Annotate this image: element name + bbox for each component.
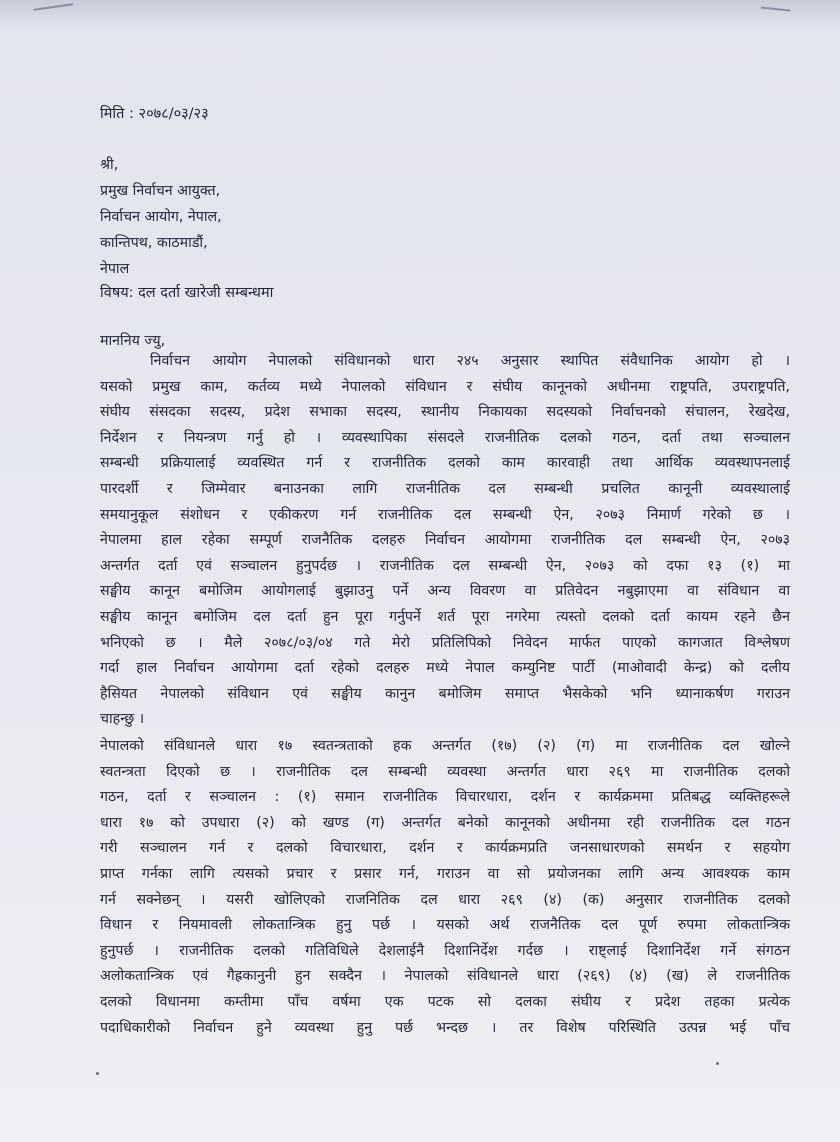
paragraph-line: विधान र नियमावली लोकतान्त्रिक हुनु पर्छ । यसको अर्थ राजनैतिक दल पूर्ण रुपमा लोकतान्त्रिक (100, 917, 790, 934)
body-paragraph-2 (100, 734, 790, 1041)
paragraph-line: गर्न सक्नेछन् । यसरी खोलिएको राजनितिक दल धारा २६९ (४) (क) अनुसार राजनीतिक दलको (100, 891, 790, 908)
paragraph-line: सङ्घीय कानून बमोजिम आयोगलाई बुझाउनु पर्ने अन्य विवरण वा प्रतिवेदन नबुझाएमा वा संविधान वा (100, 583, 790, 600)
paragraph-line: निर्देशन र नियन्त्रण गर्नु हो । व्यवस्थापिका संसदले राजनीतिक दलको गठन, दर्ता तथा सञ्चालन (100, 429, 790, 446)
paragraph-line: नेपालमा हाल रहेका सम्पूर्ण राजनैतिक दलहरु निर्वाचन आयोगमा राजनीतिक दल सम्बन्धी ऐन, २०७३ (100, 532, 790, 549)
paragraph-line: दलको विधानमा कम्तीमा पाँच वर्षमा एक पटक सो दलका संघीय र प्रदेश तहका प्रत्येक (100, 993, 790, 1010)
paragraph-line: अन्तर्गत दर्ता एवं सञ्चालन हुनुपर्दछ । राजनीतिक दल सम्बन्धी ऐन, २०७३ को दफा १३ (१) मा (100, 557, 790, 574)
paragraph-line: हैसियत नेपालको संविधान एवं सङ्घीय कानुन बमोजिम समाप्त भैसकेको भनि ध्यानाकर्षण गराउन (100, 685, 790, 702)
address-line: नेपाल (100, 261, 130, 277)
paragraph-line: गठन, दर्ता र सञ्चालन : (१) समान राजनीतिक विचारधारा, दर्शन र कार्यक्रममा प्रतिबद्ध व्यक्तिहरूले (100, 789, 790, 806)
address-line: श्री, (100, 157, 119, 173)
letter-subject: विषय: दल दर्ता खारेजी सम्बन्धमा (100, 285, 274, 301)
letter-date: मिति : २०७८/०३/२३ (100, 106, 209, 122)
address-line: निर्वाचन आयोग, नेपाल, (100, 209, 222, 225)
recipient-address (100, 152, 222, 282)
paper-speck (716, 1062, 719, 1065)
address-line: प्रमुख निर्वाचन आयुक्त, (100, 183, 221, 199)
letter-salutation: माननिय ज्यु, (100, 333, 166, 349)
paragraph-line: सङ्घीय कानून बमोजिम दल दर्ता हुन पूरा गर्नुपर्ने शर्त पूरा नगरेमा त्यस्तो दलको दर्ता कायम रहने छैन (100, 608, 790, 625)
paper-speck (96, 1072, 99, 1075)
paragraph-line: अलोकतान्त्रिक एवं गैह्रकानुनी हुन सक्दैन । नेपालको संविधानले धारा (२६९) (४) (ख) ले राजनीतिक (100, 968, 790, 985)
paragraph-line: धारा १७ को उपधारा (२) को खण्ड (ग) अन्तर्गत बनेको कानूनको अधीनमा रही राजनीतिक दल गठन (100, 814, 790, 831)
paragraph-line: चाहन्छु । (100, 711, 145, 728)
paragraph-line: भनिएको छ । मैले २०७८/०३/०४ गते मेरो प्रतिलिपिको निवेदन मार्फत पाएको कागजात विश्लेषण (100, 634, 790, 651)
paragraph-line: समयानुकूल संशोधन र एकीकरण गर्न राजनीतिक दल सम्बन्धी ऐन, २०७३ निमार्ण गरेको छ । (100, 506, 790, 523)
paper-fold-shadow (0, 0, 840, 30)
paragraph-line: यसको प्रमुख काम, कर्तव्य मध्ये नेपालको संविधान र संघीय कानूनको अधीनमा राष्ट्रपति, उपराष्ट्रपति, (100, 378, 790, 395)
paragraph-line: संघीय संसदका सदस्य, प्रदेश सभाका सदस्य, स्थानीय निकायका सदस्यको निर्वाचनको संचालन, रेखदेख, (100, 404, 790, 421)
paragraph-line: हुनुपर्छ । राजनीतिक दलको गतिविधिले देशलाईनै दिशानिर्देश गर्दछ । राष्ट्लाई दिशानिर्देश गर्ने संगठन (100, 942, 790, 959)
paper-mark (759, 6, 790, 23)
paragraph-line: पारदर्शी र जिम्मेवार बनाउनका लागि राजनीतिक दल सम्बन्धी प्रचलित कानूनी व्यवस्थालाई (100, 480, 790, 497)
address-line: कान्तिपथ, काठमाडौं, (100, 235, 208, 251)
paragraph-line: नेपालको संविधानले धारा १७ स्वतन्त्रताको हक अन्तर्गत (१७) (२) (ग) मा राजनीतिक दल खोल्ने (100, 738, 790, 754)
paragraph-line: पदाधिकारीको निर्वाचन हुने व्यवस्था हुनु पर्छ भन्दछ । तर विशेष परिस्थिति उत्पन्न भई पाँच (100, 1019, 790, 1036)
paragraph-line: गर्दा हाल निर्वाचन आयोगमा दर्ता रहेको दलहरु मध्ये नेपाल कम्युनिष्ट पार्टी (माओवादी केन्द्र) को दलीय (100, 660, 790, 677)
paragraph-line: गरी सञ्चालन गर्न र दलको विचारधारा, दर्शन र कार्यक्रमप्रति जनसाधारणको समर्थन र सहयोग (100, 840, 790, 857)
paragraph-line: प्राप्त गर्नका लागि त्यसको प्रचार र प्रसार गर्न, गराउन वा सो प्रयोजनका लागि अन्य आवश्यक काम (100, 865, 790, 882)
paragraph-line: सम्बन्धी प्रक्रियालाई व्यवस्थित गर्न र राजनीतिक दलको काम कारवाही तथा आर्थिक व्यवस्थापनलाई (100, 455, 790, 472)
paragraph-line: स्वतन्त्रता दिएको छ । राजनीतिक दल सम्बन्धी व्यवस्था अन्तर्गत धारा २६९ मा राजनीतिक दलको (100, 763, 790, 780)
paragraph-line: निर्वाचन आयोग नेपालको संविधानको धारा २४५ अनुसार स्थापित संवैधानिक आयोग हो । (150, 353, 790, 369)
body-paragraph-1 (100, 349, 790, 733)
